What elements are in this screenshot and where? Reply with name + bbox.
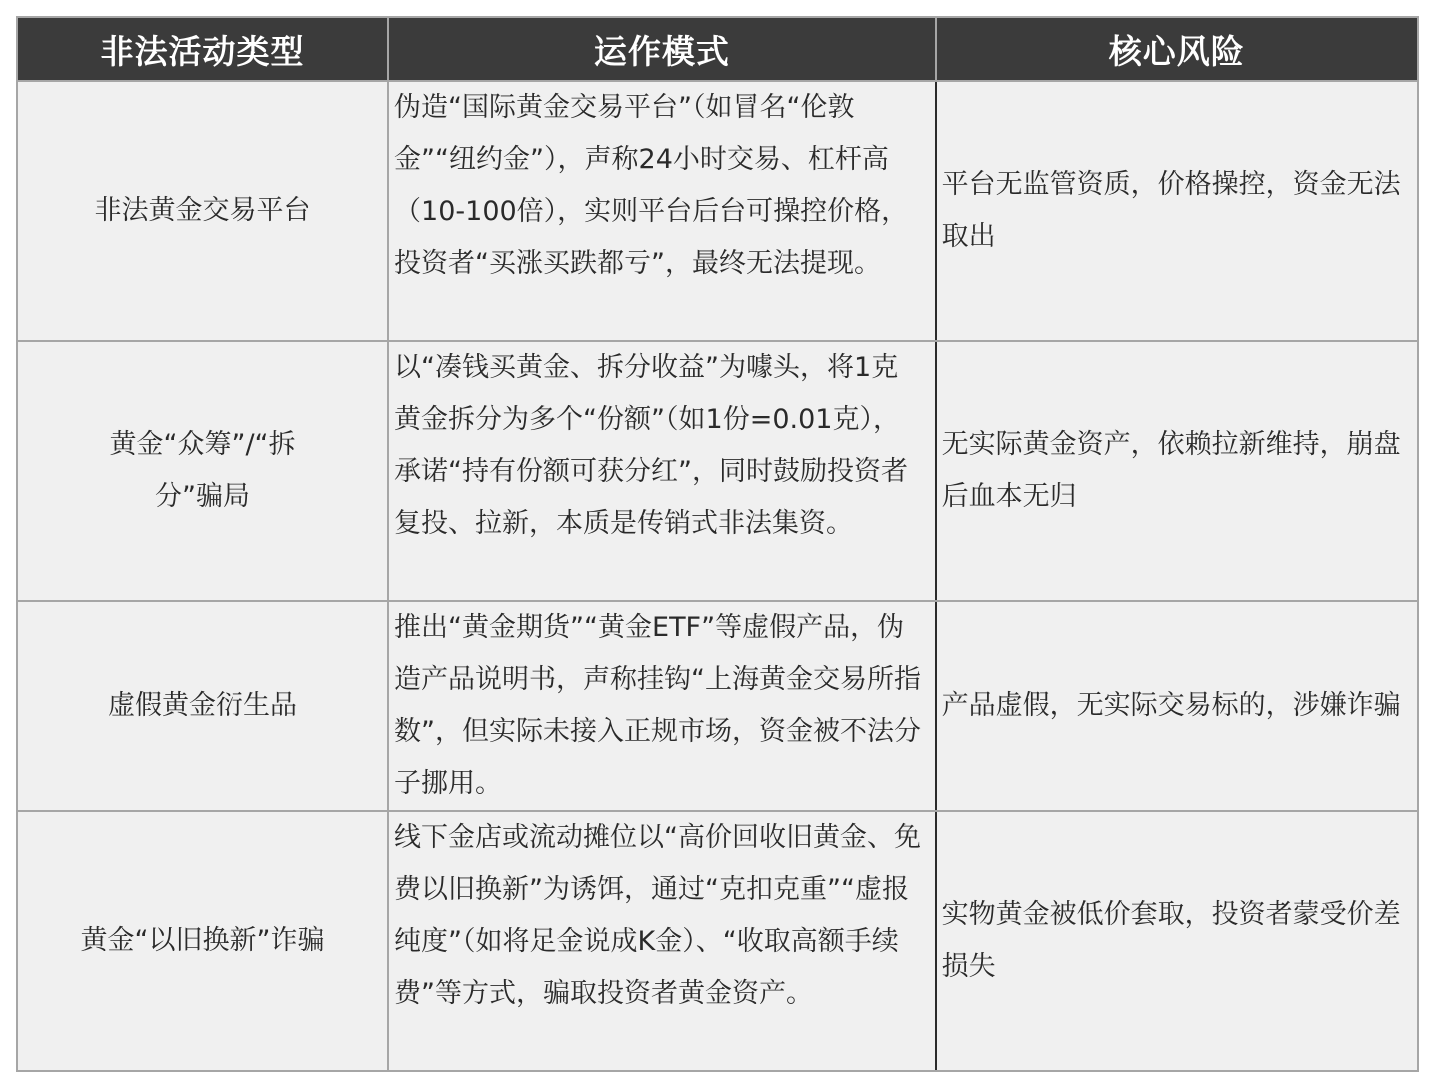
header-core-risk: 核心风险 bbox=[936, 17, 1418, 81]
activity-type-text: 虚假黄金衍生品 bbox=[108, 690, 298, 721]
table-row bbox=[17, 811, 1418, 1071]
table-header-row bbox=[17, 17, 1418, 81]
activity-type-text: 黄金“以旧换新”诈骗 bbox=[80, 925, 325, 956]
header-activity-type: 非法活动类型 bbox=[17, 17, 388, 81]
table-row bbox=[17, 81, 1418, 341]
core-risk-cell: 平台无监管资质，价格操控，资金无法取出 bbox=[936, 81, 1418, 341]
table-row bbox=[17, 601, 1418, 811]
operation-mode-cell: 以“凑钱买黄金、拆分收益”为噱头，将1克黄金拆分为多个“份额”（如1份=0.01克），承诺“持有份额可获分红”，同时鼓励投资者复投、拉新，本质是传销式非法集资。 bbox=[388, 341, 936, 601]
table-row bbox=[17, 341, 1418, 601]
core-risk-cell: 产品虚假，无实际交易标的，涉嫌诈骗 bbox=[936, 601, 1418, 811]
activity-type-cell bbox=[17, 341, 388, 601]
operation-mode-cell: 推出“黄金期货”“黄金ETF”等虚假产品，伪造产品说明书，声称挂钩“上海黄金交易所指数”，但实际未接入正规市场，资金被不法分子挪用。 bbox=[388, 601, 936, 811]
activity-type-cell bbox=[17, 601, 388, 811]
operation-mode-cell: 伪造“国际黄金交易平台”（如冒名“伦敦金”“纽约金”），声称24小时交易、杠杆高（10-100倍），实则平台后台可操控价格，投资者“买涨买跌都亏”，最终无法提现。 bbox=[388, 81, 936, 341]
activity-type-text: 黄金“众筹”/“拆分”骗局 bbox=[109, 429, 296, 512]
core-risk-cell: 实物黄金被低价套取，投资者蒙受价差损失 bbox=[936, 811, 1418, 1071]
activity-type-text: 非法黄金交易平台 bbox=[94, 195, 311, 226]
fraud-types-table bbox=[16, 16, 1419, 1072]
activity-type-cell bbox=[17, 811, 388, 1071]
activity-type-cell bbox=[17, 81, 388, 341]
core-risk-cell: 无实际黄金资产，依赖拉新维持，崩盘后血本无归 bbox=[936, 341, 1418, 601]
operation-mode-cell: 线下金店或流动摊位以“高价回收旧黄金、免费以旧换新”为诱饵，通过“克扣克重”“虚报纯度”（如将足金说成K金）、“收取高额手续费”等方式，骗取投资者黄金资产。 bbox=[388, 811, 936, 1071]
header-operation-mode: 运作模式 bbox=[388, 17, 936, 81]
